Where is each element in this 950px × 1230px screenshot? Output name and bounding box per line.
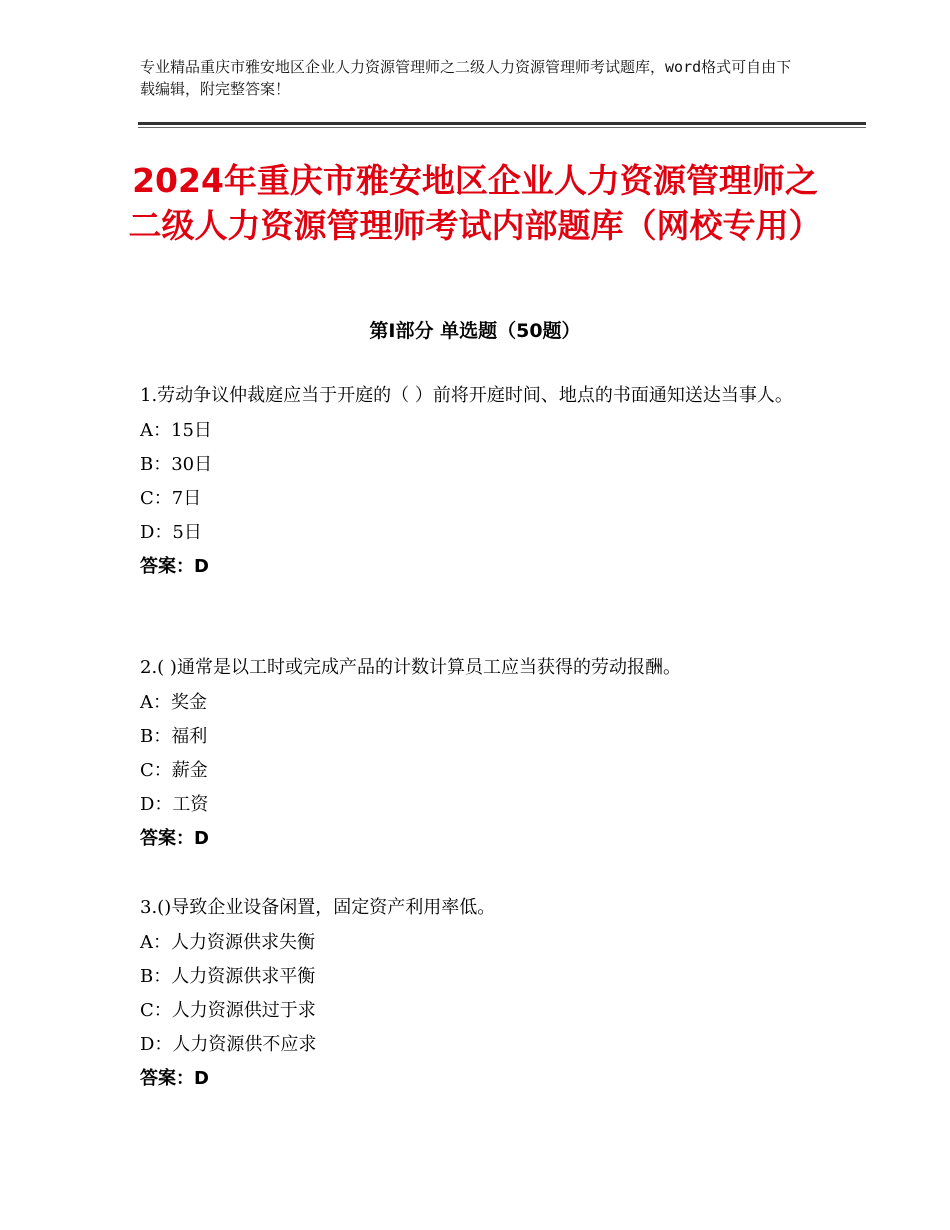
- option-c: C：人力资源供过于求: [140, 1000, 316, 1021]
- header-divider-thin: [138, 127, 866, 128]
- question-stem: 3.()导致企业设备闲置，固定资产利用率低。: [140, 897, 496, 918]
- option-a: A：15日: [140, 420, 212, 441]
- option-a: A：奖金: [140, 692, 207, 713]
- question-2: [140, 652, 820, 856]
- section-title: 第Ⅰ部分 单选题（50题）: [369, 320, 581, 342]
- answer: 答案：D: [140, 828, 209, 849]
- header-divider-thick: [138, 122, 866, 125]
- option-d: D：工资: [140, 794, 209, 815]
- option-b: B：30日: [140, 454, 213, 475]
- question-stem: 1.劳动争议仲裁庭应当于开庭的（ ）前将开庭时间、地点的书面通知送达当事人。: [140, 385, 793, 406]
- header-note: 专业精品重庆市雅安地区企业人力资源管理师之二级人力资源管理师考试题库，word格式可自由下载编辑，附完整答案！: [140, 58, 792, 98]
- option-b: B：人力资源供求平衡: [140, 966, 316, 987]
- question-3: [140, 892, 820, 1096]
- option-c: C：薪金: [140, 760, 208, 781]
- question-stem: 2.( )通常是以工时或完成产品的计数计算员工应当获得的劳动报酬。: [140, 657, 681, 678]
- option-d: D：人力资源供不应求: [140, 1034, 317, 1055]
- question-1: [140, 380, 820, 584]
- option-c: C：7日: [140, 488, 202, 509]
- option-a: A：人力资源供求失衡: [140, 932, 315, 953]
- answer: 答案：D: [140, 1068, 209, 1089]
- option-b: B：福利: [140, 726, 208, 747]
- answer: 答案：D: [140, 556, 209, 577]
- option-d: D：5日: [140, 522, 202, 543]
- document-title: 2024年重庆市雅安地区企业人力资源管理师之二级人力资源管理师考试内部题库（网校专用）: [128, 161, 822, 245]
